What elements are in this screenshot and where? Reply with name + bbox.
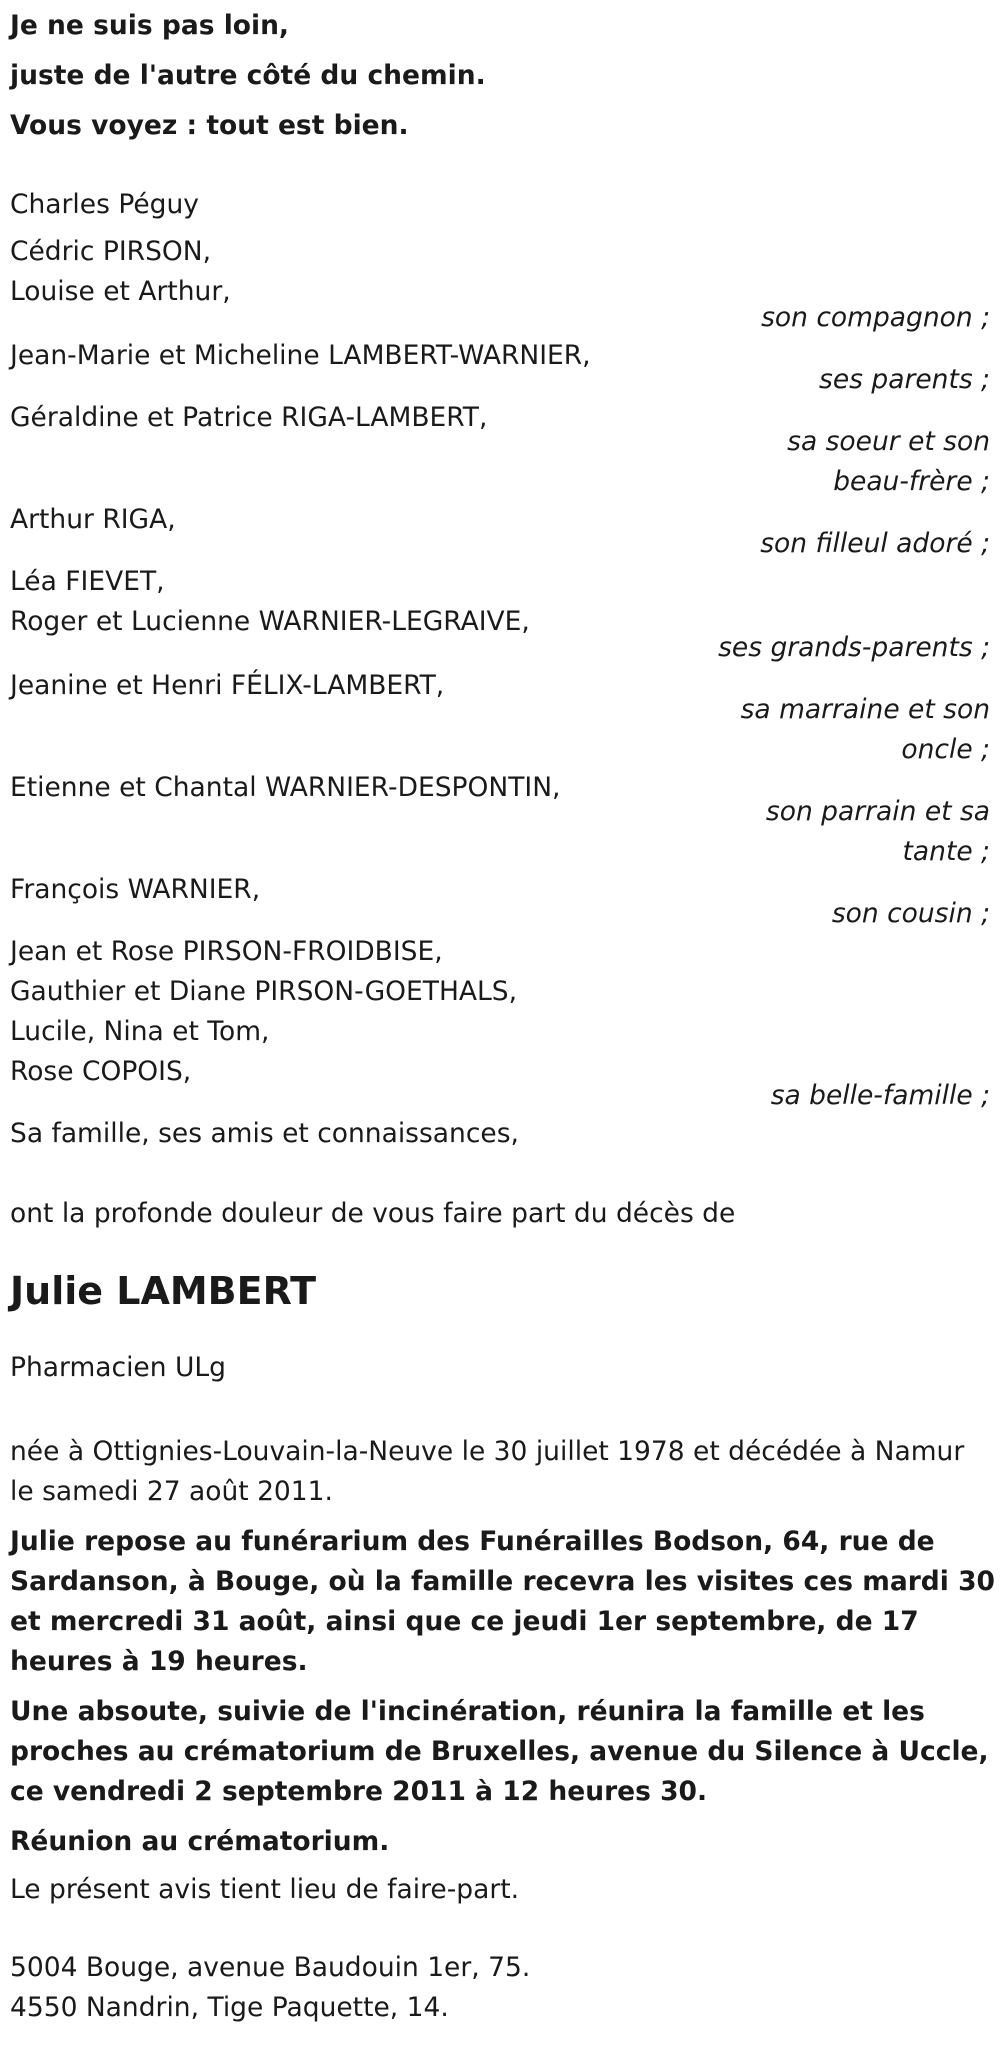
epigraph-line: Je ne suis pas loin, xyxy=(10,10,290,41)
family-relation: ses parents ; xyxy=(819,364,990,395)
epigraph-line: Vous voyez : tout est bien. xyxy=(10,110,409,141)
family-relation: son cousin ; xyxy=(831,898,990,929)
address-line: 5004 Bouge, avenue Baudouin 1er, 75. xyxy=(10,1952,531,1983)
family-relation: tante ; xyxy=(902,836,990,867)
family-name: Gauthier et Diane PIRSON-GOETHALS, xyxy=(10,976,518,1007)
visitation-paragraph: Julie repose au funérarium des Funérailles Bodson, 64, rue de Sardanson, à Bouge, où la famille recevra les visites ces mardi 30 et mercredi 31 août, ainsi que ce jeudi 1er septembre, de 17 heures à 19 heures. xyxy=(10,1526,995,1677)
family-name: Arthur RIGA, xyxy=(10,504,176,535)
family-name: Lucile, Nina et Tom, xyxy=(10,1016,270,1047)
epigraph-author: Charles Péguy xyxy=(10,189,199,220)
reunion-line: Réunion au crématorium. xyxy=(10,1826,390,1857)
deceased-title: Pharmacien ULg xyxy=(10,1352,226,1383)
family-name: Jean et Rose PIRSON-FROIDBISE, xyxy=(10,936,443,967)
deceased-name: Julie LAMBERT xyxy=(10,1269,317,1313)
family-relation: son parrain et sa xyxy=(765,796,990,827)
family-name: Jean-Marie et Micheline LAMBERT-WARNIER, xyxy=(10,340,591,371)
family-name: Etienne et Chantal WARNIER-DESPONTIN, xyxy=(10,772,561,803)
family-name: Rose COPOIS, xyxy=(10,1056,192,1087)
family-name: Louise et Arthur, xyxy=(10,276,231,307)
family-name: Jeanine et Henri FÉLIX-LAMBERT, xyxy=(10,670,445,701)
ceremony-paragraph: Une absoute, suivie de l'incinération, réunira la famille et les proches au crématorium de Bruxelles, avenue du Silence à Uccle, ce vendredi 2 septembre 2011 à 12 heures 30. xyxy=(10,1696,989,1807)
address-line: 4550 Nandrin, Tige Paquette, 14. xyxy=(10,1992,449,2023)
friends-line: Sa famille, ses amis et connaissances, xyxy=(10,1118,519,1149)
notice-line: Le présent avis tient lieu de faire-part. xyxy=(10,1874,520,1905)
epigraph-line: juste de l'autre côté du chemin. xyxy=(10,60,486,91)
family-relation: sa belle-famille ; xyxy=(770,1080,990,1111)
family-name: Cédric PIRSON, xyxy=(10,236,212,267)
family-name: François WARNIER, xyxy=(10,874,261,905)
family-relation: sa marraine et son xyxy=(740,694,990,725)
family-name: Léa FIEVET, xyxy=(10,566,165,597)
family-relation: son filleul adoré ; xyxy=(760,528,990,559)
family-relation: son compagnon ; xyxy=(761,302,990,333)
family-relation: beau-frère ; xyxy=(833,466,990,497)
family-relation: ses grands-parents ; xyxy=(718,632,990,663)
birth-death-paragraph: née à Ottignies-Louvain-la-Neuve le 30 juillet 1978 et décédée à Namur le samedi 27 août 2011. xyxy=(10,1436,965,1507)
family-relation: oncle ; xyxy=(901,734,990,765)
family-name: Roger et Lucienne WARNIER-LEGRAIVE, xyxy=(10,606,530,637)
family-name: Géraldine et Patrice RIGA-LAMBERT, xyxy=(10,402,488,433)
family-relation: sa soeur et son xyxy=(787,426,990,457)
announcement: ont la profonde douleur de vous faire part du décès de xyxy=(10,1198,736,1229)
